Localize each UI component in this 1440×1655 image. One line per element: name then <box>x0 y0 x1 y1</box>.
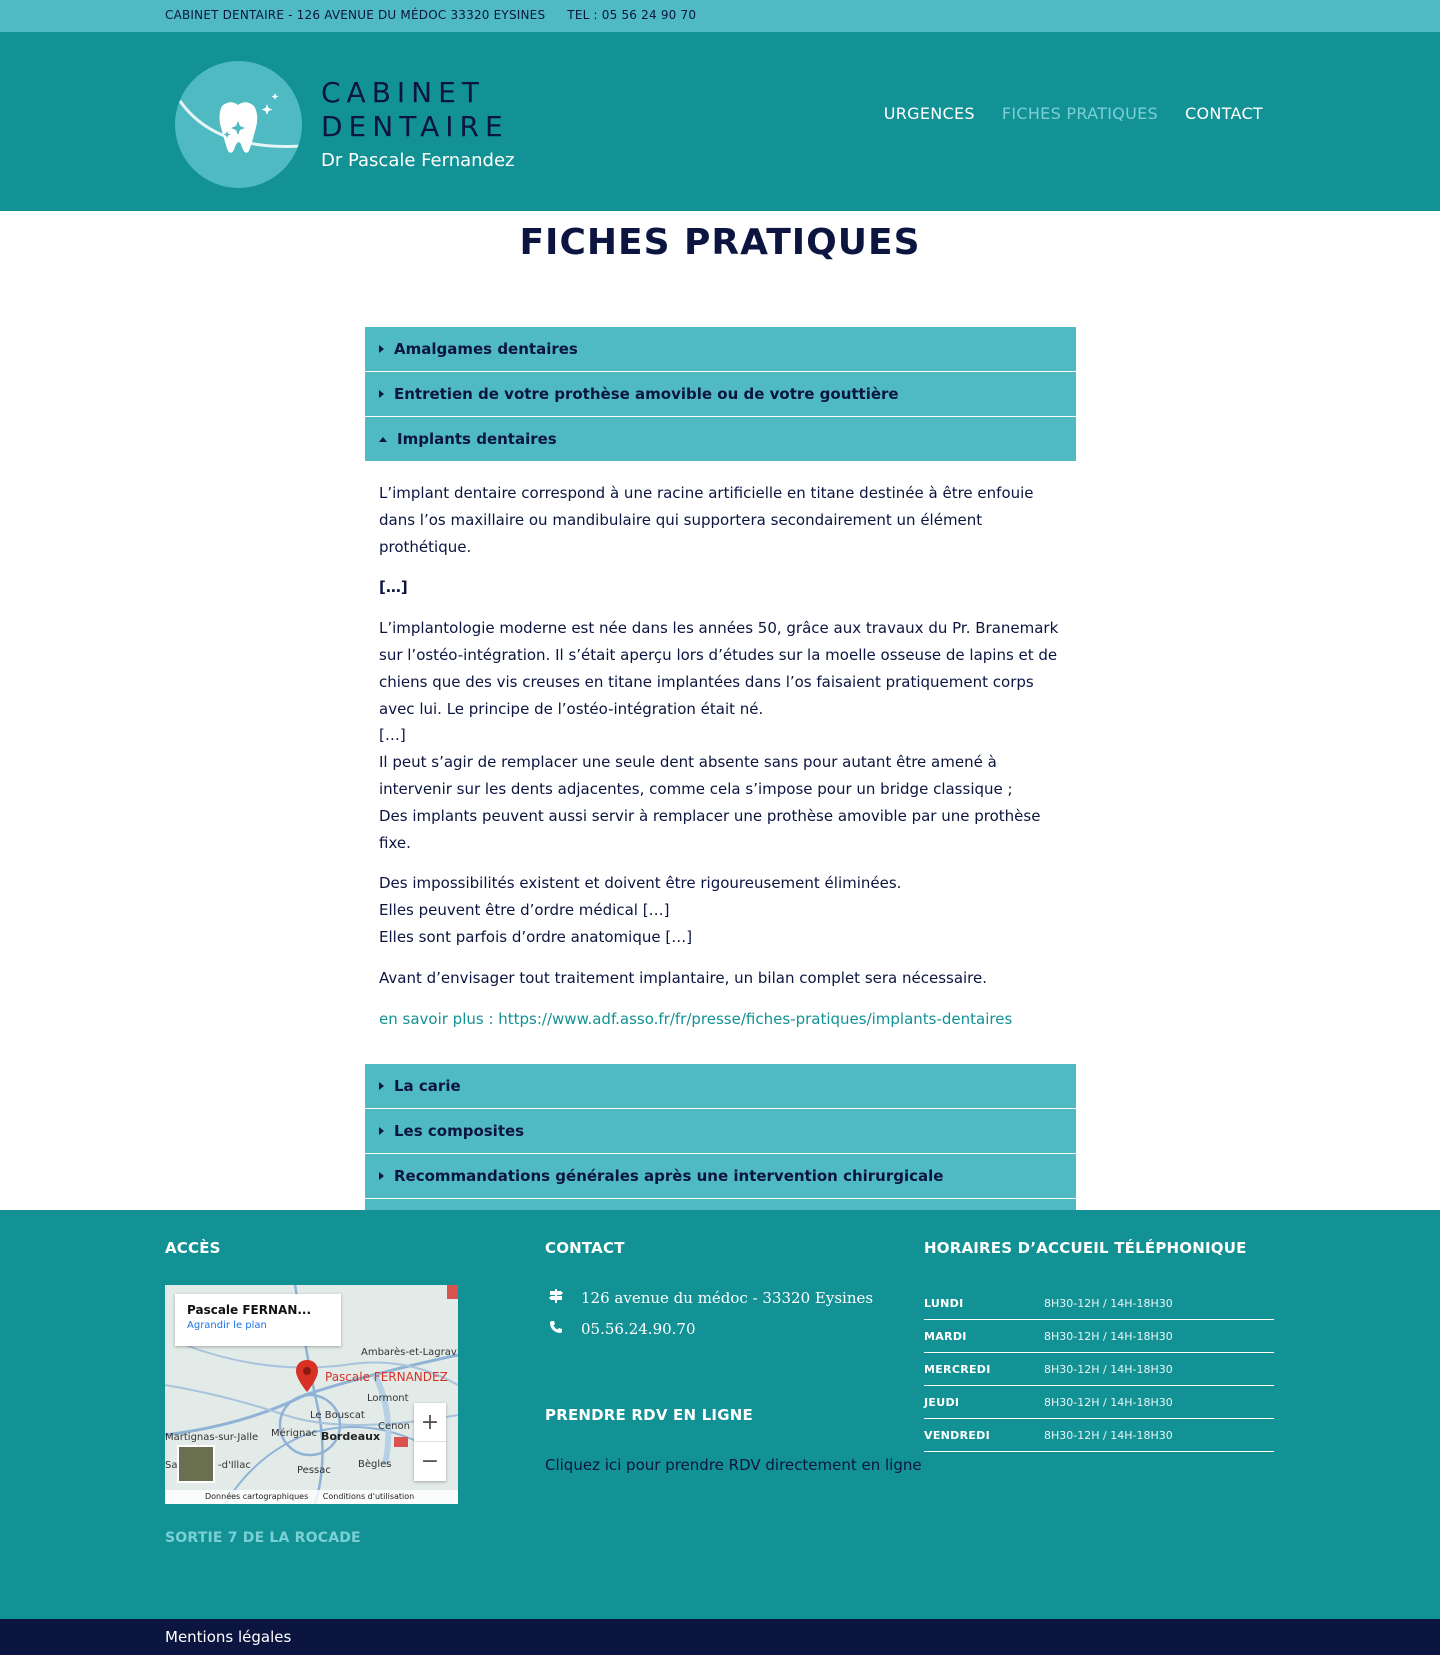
hours-row <box>924 1386 1274 1419</box>
accordion-item-label: La carie <box>394 1077 461 1096</box>
hours-row <box>924 1287 1274 1320</box>
accordion-item-recommandations[interactable] <box>365 1154 1076 1199</box>
accordion-panel-implants <box>365 462 1076 1064</box>
google-map[interactable] <box>165 1285 458 1504</box>
legal-link[interactable]: Mentions légales <box>165 1628 292 1646</box>
accordion-item-label: Entretien de votre prothèse amovible ou de votre gouttière <box>394 385 899 403</box>
map-label: Pascale FERNANDEZ <box>325 1370 448 1384</box>
hours-title: HORAIRES D’ACCUEIL TÉLÉPHONIQUE <box>924 1239 1247 1257</box>
sortie-text: SORTIE 7 DE LA ROCADE <box>165 1530 361 1546</box>
hours-time: 8H30-12H / 14H-18H30 <box>1044 1395 1173 1409</box>
access-title: ACCÈS <box>165 1239 221 1257</box>
accordion-item-label: Implants dentaires <box>397 430 557 448</box>
accordion-item-implants[interactable] <box>365 417 1076 462</box>
accordion-item-composites[interactable] <box>365 1109 1076 1154</box>
site-footer <box>0 1210 1440 1619</box>
top-info-bar <box>0 0 1440 32</box>
paragraph: Elles sont parfois d’ordre anatomique […] <box>379 927 693 946</box>
map-zoom-control <box>414 1403 446 1481</box>
nav-fiches-pratiques[interactable]: FICHES PRATIQUES <box>1001 104 1159 123</box>
top-info <box>165 8 714 22</box>
zoom-in-button[interactable]: + <box>414 1403 446 1442</box>
brand[interactable] <box>321 76 514 171</box>
page-title: FICHES PRATIQUES <box>519 222 921 263</box>
map-label: -d'Illac <box>218 1460 251 1471</box>
paragraph: […] <box>379 726 406 745</box>
hours-time: 8H30-12H / 14H-18H30 <box>1044 1329 1173 1343</box>
hours-time: 8H30-12H / 14H-18H30 <box>1044 1362 1173 1376</box>
caret-up-icon <box>379 437 387 442</box>
paragraph: Il peut s’agir de remplacer une seule dent absente sans pour autant être amené à intervenir sur les dents adjacentes, comme cela s’impose pour un bridge classique ; <box>379 753 1013 798</box>
top-phone: TEL : 05 56 24 90 70 <box>567 8 697 22</box>
map-place-card <box>175 1294 341 1346</box>
tooth-logo-icon[interactable] <box>175 61 302 188</box>
contact-address-text: 126 avenue du médoc - 33320 Eysines <box>581 1289 874 1307</box>
map-place-name: Pascale FERNAN... <box>187 1303 312 1317</box>
caret-right-icon <box>379 1127 384 1135</box>
contact-title: CONTACT <box>545 1239 625 1257</box>
hours-time: 8H30-12H / 14H-18H30 <box>1044 1428 1173 1442</box>
rdv-link[interactable]: Cliquez ici pour prendre RDV directement en ligne <box>545 1456 922 1474</box>
hours-row <box>924 1353 1274 1386</box>
caret-right-icon <box>379 1172 384 1180</box>
accordion-item-entretien-prothese[interactable] <box>365 372 1076 417</box>
map-label: Mérignac <box>271 1428 317 1439</box>
nav-contact[interactable]: CONTACT <box>1185 104 1263 123</box>
top-address: CABINET DENTAIRE - 126 AVENUE DU MÉDOC 33320 EYSINES <box>165 8 546 22</box>
map-data-credit[interactable]: Données cartographiques <box>205 1492 309 1501</box>
contact-address <box>545 1288 873 1308</box>
brand-line2: DENTAIRE <box>321 110 509 143</box>
accordion-item-label: Recommandations générales après une intervention chirurgicale <box>394 1167 944 1186</box>
map-label: Le Bouscat <box>310 1410 365 1421</box>
hours-day: JEUDI <box>924 1395 960 1409</box>
accordion-item-carie[interactable] <box>365 1064 1076 1109</box>
contact-phone-text[interactable]: 05.56.24.90.70 <box>581 1320 696 1338</box>
map-label: Bordeaux <box>321 1430 381 1443</box>
hours-day: VENDREDI <box>924 1428 990 1442</box>
zoom-out-button[interactable]: − <box>420 1449 440 1474</box>
brand-line1: CABINET <box>321 76 485 109</box>
paragraph: Des impossibilités existent et doivent être rigoureusement éliminées. <box>379 874 902 893</box>
accordion-item-label: Les composites <box>394 1122 525 1141</box>
caret-right-icon <box>379 345 384 353</box>
contact-phone <box>545 1320 696 1338</box>
map-label: Sa <box>165 1460 178 1471</box>
more-info-link[interactable]: en savoir plus : https://www.adf.asso.fr/fr/presse/fiches-pratiques/implants-dentaires <box>379 1009 1013 1028</box>
hours-row <box>924 1419 1274 1452</box>
paragraph: L’implantologie moderne est née dans les années 50, grâce aux travaux du Pr. Branemark sur l’ostéo-intégration. Il s’était aperçu lors d’études sur la moelle osseuse de lapins et de chiens que des vis creuses en titane implantées dans l’os faisaient pratiquement corps avec lui. Le principe de l’ostéo-intégration était né. <box>379 619 1059 718</box>
accordion <box>365 327 1076 1244</box>
hours-day: MARDI <box>924 1329 967 1343</box>
nav-urgences[interactable]: URGENCES <box>883 104 975 123</box>
accordion-item-label: Amalgames dentaires <box>394 340 578 358</box>
map-label: Martignas-sur-Jalle <box>165 1432 259 1443</box>
site-header <box>0 32 1440 211</box>
hours-day: MERCREDI <box>924 1362 991 1376</box>
signpost-icon <box>545 1288 567 1308</box>
map-label: Ambarès-et-Lagrav <box>361 1347 457 1358</box>
caret-right-icon <box>379 390 384 398</box>
phone-icon <box>545 1320 567 1338</box>
accordion-item-amalgames[interactable] <box>365 327 1076 372</box>
rdv-title: PRENDRE RDV EN LIGNE <box>545 1406 753 1424</box>
bottom-bar <box>0 1619 1440 1655</box>
hours-table <box>924 1287 1274 1452</box>
paragraph: Elles peuvent être d’ordre médical […] <box>379 901 670 920</box>
map-label: Pessac <box>297 1465 331 1476</box>
main-nav <box>884 104 1263 123</box>
map-terms-link[interactable]: Conditions d'utilisation <box>322 1492 415 1501</box>
map-label: Cenon <box>378 1421 410 1432</box>
map-label: Bègles <box>358 1459 392 1470</box>
hours-day: LUNDI <box>924 1296 964 1310</box>
hours-time: 8H30-12H / 14H-18H30 <box>1044 1296 1173 1310</box>
caret-right-icon <box>379 1082 384 1090</box>
satellite-toggle[interactable] <box>177 1445 215 1483</box>
map-enlarge-link[interactable]: Agrandir le plan <box>187 1320 267 1331</box>
map-label: Lormont <box>367 1393 409 1404</box>
map-footer <box>165 1490 458 1504</box>
paragraph: L’implant dentaire correspond à une racine artificielle en titane destinée à être enfouie dans l’os maxillaire ou mandibulaire qui supportera secondairement un élément prothétique. <box>379 484 1034 556</box>
paragraph: Des implants peuvent aussi servir à remplacer une prothèse amovible par une prothèse fixe. <box>379 806 1041 852</box>
brand-doctor-name: Dr Pascale Fernandez <box>321 150 515 171</box>
paragraph: […] <box>379 578 408 597</box>
hours-row <box>924 1320 1274 1353</box>
map-pin-icon[interactable] <box>296 1360 318 1392</box>
paragraph: Avant d’envisager tout traitement implantaire, un bilan complet sera nécessaire. <box>379 968 988 987</box>
